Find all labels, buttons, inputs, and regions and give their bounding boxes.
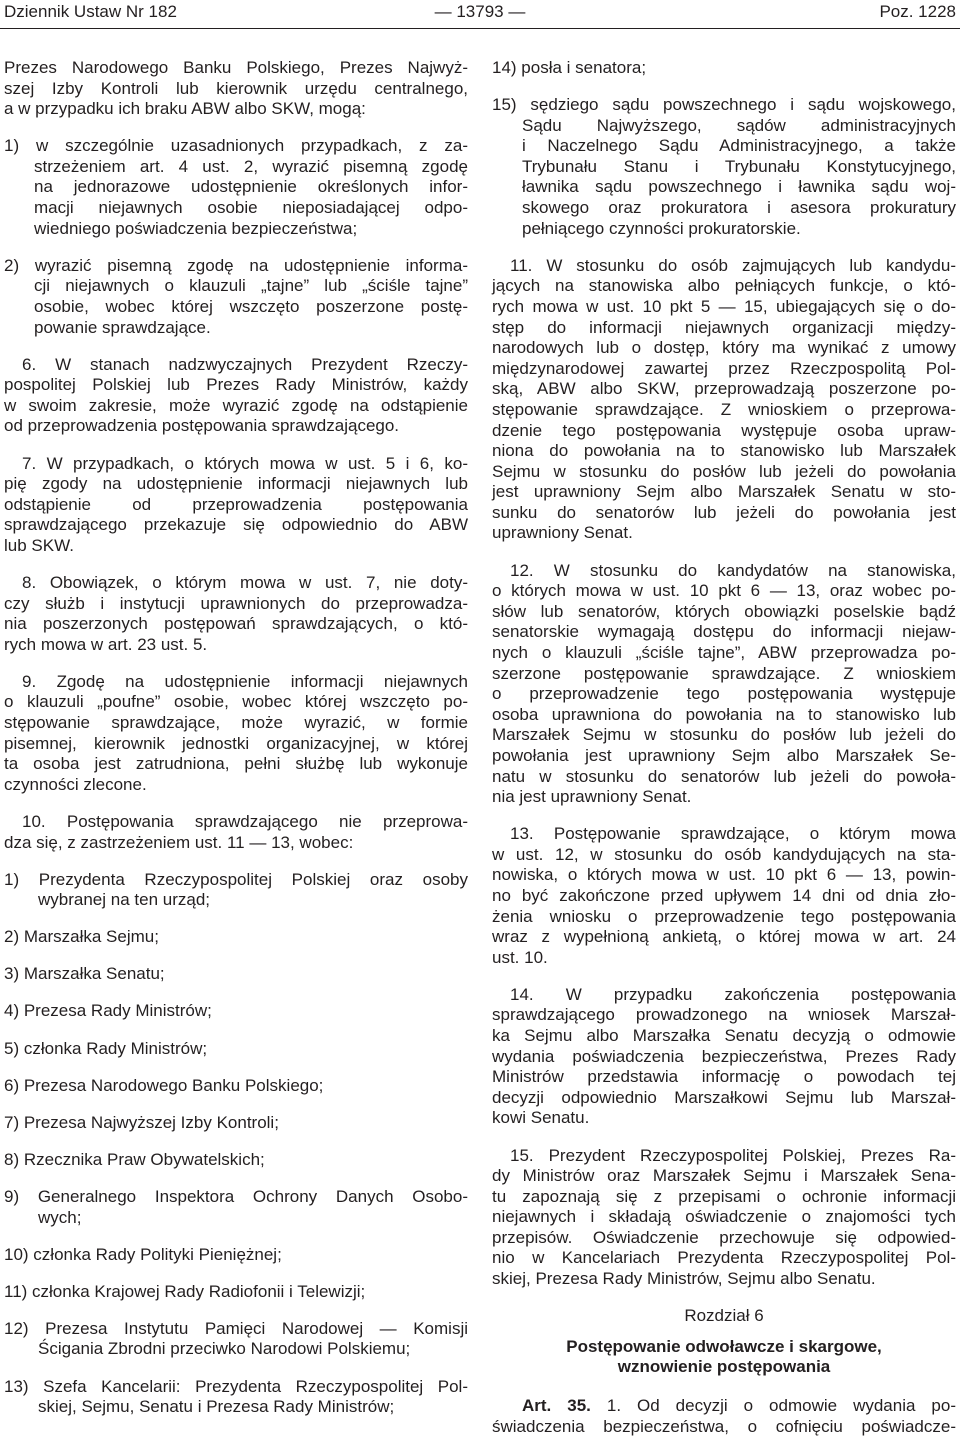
position-number: Poz. 1228 xyxy=(879,2,956,21)
text-line: 7. W przypadkach, o których mowa w ust. 5 i 6, ko- xyxy=(22,453,468,473)
text-line: w ust. 12, w stosunku do osób kandydujących na sta- xyxy=(492,844,956,864)
text-line: 3) Marszałka Senatu; xyxy=(4,964,165,984)
text-line: międzynarodowej zawartej przez Rzeczpospolitą Pol- xyxy=(492,358,956,378)
text-line: pisemnej, kierownik jednostki organizacyjnej, w której xyxy=(4,733,468,753)
text-line: 1) Prezydenta Rzeczypospolitej Polskiej oraz osoby xyxy=(4,869,468,889)
text-line: Rozdział 6 xyxy=(684,1306,764,1326)
list-item xyxy=(492,58,956,79)
page-header xyxy=(4,0,956,24)
text-line: uprawniony Senat. xyxy=(492,523,633,543)
text-line: 12) Prezesa Instytutu Pamięci Narodowej — Komisji xyxy=(4,1318,468,1338)
text-line: 10. Postępowania sprawdzającego nie przeprowa- xyxy=(22,811,468,831)
text-line: wybranej na ten urząd; xyxy=(38,890,210,910)
text-line: ta osoba jest zatrudniona, pełni służbę lub wykonuje xyxy=(4,754,468,774)
text-line: 4) Prezesa Rady Ministrów; xyxy=(4,1001,212,1021)
journal-title: Dziennik Ustaw Nr 182 xyxy=(4,2,177,21)
text-line: stępowanie sprawdzające, może wyrazić, w formie xyxy=(4,713,468,733)
article-text: 1. Od decyzji o odmowie wydania po- xyxy=(590,1395,956,1415)
text-line: żenia wniosku o przeprowadzenie tego postępowania xyxy=(492,906,956,926)
text-line: 2) wyrazić pisemną zgodę na udostępnienie informa- xyxy=(4,255,468,275)
paragraph xyxy=(4,355,468,437)
text-line: lub SKW. xyxy=(4,535,74,555)
text-line: Ministrów przedstawia informację o powodach tej xyxy=(492,1067,956,1087)
text-line: ską, ABW albo SKW, przeprowadzają poszerzone po- xyxy=(492,379,956,399)
text-line: 5) członka Rady Ministrów; xyxy=(4,1038,208,1058)
text-line: narodowych lub o dostęp, który ma wynikać z umowy xyxy=(492,338,956,358)
paragraph xyxy=(4,454,468,557)
paragraph xyxy=(492,256,956,544)
text-line: 11. W stosunku do osób zajmujących lub kandydu- xyxy=(510,255,956,275)
text-line: 11) członka Krajowej Rady Radiofonii i Telewizji; xyxy=(4,1281,366,1301)
enumeration-item xyxy=(4,1377,468,1418)
text-line: strzeżeniem art. 4 ust. 2, wyrazić pisemną zgodę xyxy=(34,156,468,176)
text-line: o klauzuli „poufne” osobie, wobec której wszczęto po- xyxy=(4,692,468,712)
paragraph xyxy=(4,812,468,853)
text-line: senatorskie wymagają dostępu do informacji niejaw- xyxy=(492,622,956,642)
text-line: nia jest uprawniony Senat. xyxy=(492,787,692,807)
text-line: ust. 10. xyxy=(492,947,548,967)
text-line: Sejmu w stosunku do posłów lub jeżeli do powołania xyxy=(492,461,956,481)
text-line: szej Izby Kontroli lub kierownik urzędu centralnego, xyxy=(4,78,468,98)
text-line: macji niejawnych osobie nieposiadającej odpo- xyxy=(34,198,468,218)
text-line: nia poszerzonych postępowań sprawdzających, o któ- xyxy=(4,614,468,634)
text-line: w swoim zakresie, może wyrazić zgodę na odstąpienie xyxy=(4,395,468,415)
text-line: o których mowa w ust. 10 pkt 6 — 13, oraz wobec po- xyxy=(492,581,956,601)
text-line: przepisów. Oświadczenie przechowuje się odpowied- xyxy=(492,1227,956,1247)
list-item xyxy=(492,95,956,239)
text-line: 9. Zgodę na udostępnienie informacji niejawnych xyxy=(22,671,468,691)
article-paragraph xyxy=(492,1396,956,1437)
text-line: 14) posła i senatora; xyxy=(492,58,647,77)
text-line: słów lub senatorów, których obowiązki poselskie bądź xyxy=(492,601,956,621)
text-line: na jednorazowe udostępnienie określonych infor- xyxy=(34,177,468,197)
enumeration-item xyxy=(4,1001,468,1022)
text-line: kowi Senatu. xyxy=(492,1108,590,1128)
text-line: 14. W przypadku zakończenia postępowania xyxy=(510,984,956,1004)
right-column xyxy=(492,58,956,1447)
header-rule xyxy=(0,28,960,29)
enumeration-item xyxy=(4,1150,468,1171)
text-line: dzenie tego postępowania występuje osoba upraw- xyxy=(492,420,956,440)
text-line: nowiska, o których mowa w ust. 10 pkt 6 — 13, powin- xyxy=(492,865,956,885)
text-line: 6) Prezesa Narodowego Banku Polskiego; xyxy=(4,1075,324,1095)
text-line: osoba uprawniona do powołania na to stanowisko lub xyxy=(492,704,956,724)
text-line: dy Ministrów oraz Marszałek Sejmu i Marszałek Sena- xyxy=(492,1166,956,1186)
text-line: sprawdzającego prowadzonego na wniosek Marszał- xyxy=(492,1005,956,1025)
paragraph xyxy=(492,561,956,808)
text-line: sprawdzającego przekazuje się odpowiednio do ABW xyxy=(4,515,468,535)
intro-paragraph xyxy=(4,58,468,120)
paragraph xyxy=(4,672,468,796)
paragraph xyxy=(492,1146,956,1290)
list-item xyxy=(4,256,468,338)
text-line: pełniącego czynności prokuratorskie. xyxy=(522,218,801,238)
enumeration-item xyxy=(4,870,468,911)
text-line: 13. Postępowanie sprawdzające, o którym mowa xyxy=(510,824,956,844)
text-line: Postępowanie odwoławcze i skargowe, xyxy=(566,1336,882,1356)
text-line: powołania jest uprawniony Sejm albo Marszałek Se- xyxy=(492,745,956,765)
page-number: — 13793 — xyxy=(434,2,526,21)
text-line: wydania poświadczenia bezpieczeństwa, Prezes Rady xyxy=(492,1046,956,1066)
enumeration-item xyxy=(4,927,468,948)
text-line: Sądu Najwyższego, sądów administracyjnych xyxy=(522,115,956,135)
text-line: nio w Kancelariach Prezydenta Rzeczypospolitej Pol- xyxy=(492,1248,956,1268)
text-line: od przeprowadzenia postępowania sprawdzającego. xyxy=(4,416,400,436)
article-number: Art. 35. xyxy=(522,1395,591,1415)
text-line: decyzji odpowiednio Marszałkowi Sejmu lub Marszał- xyxy=(492,1087,956,1107)
text-line: wznowienie postępowania xyxy=(617,1357,831,1377)
text-line xyxy=(492,1396,956,1417)
text-line: wych; xyxy=(38,1207,82,1227)
text-line: 15) sędziego sądu powszechnego i sądu wojskowego, xyxy=(492,95,956,115)
text-line: o przeprowadzenie tego postępowania występuje xyxy=(492,684,956,704)
text-line: osobie, wobec której wszczęto poszerzone postę- xyxy=(34,296,468,316)
list-item xyxy=(4,136,468,239)
chapter-label xyxy=(492,1306,956,1327)
text-line: skowego oraz prokuratora i asesora prokuratury xyxy=(522,198,956,218)
enumeration-item xyxy=(4,964,468,985)
text-line: 8) Rzecznika Praw Obywatelskich; xyxy=(4,1149,265,1169)
paragraph xyxy=(492,985,956,1129)
text-line: 12. W stosunku do kandydatów na stanowiska, xyxy=(510,560,956,580)
text-line: pię zgody na udostępnienie informacji niejawnych lub xyxy=(4,474,468,494)
text-line: sunku do senatorów lub jeżeli do powołania jest xyxy=(492,502,956,522)
text-line: ławnika sądu powszechnego i ławnika sądu woj- xyxy=(522,177,956,197)
text-line: czynności zlecone. xyxy=(4,774,147,794)
paragraph xyxy=(492,824,956,968)
text-line: Prezes Narodowego Banku Polskiego, Prezes Najwyż- xyxy=(4,58,468,77)
text-line: 2) Marszałka Sejmu; xyxy=(4,927,159,947)
text-line: czy służb i instytucji uprawnionych do przeprowadza- xyxy=(4,593,468,613)
text-line: jących na stanowiska albo pełniących funkcje, o któ- xyxy=(492,276,956,296)
text-line: 8. Obowiązek, o którym mowa w ust. 7, nie doty- xyxy=(22,572,468,592)
text-line: 1) w szczególnie uzasadnionych przypadkach, z za- xyxy=(4,136,468,156)
text-line: Ścigania Zbrodni przeciwko Narodowi Polskiemu; xyxy=(38,1339,411,1359)
text-line: pospolitej Polskiej lub Prezes Rady Ministrów, każdy xyxy=(4,375,468,395)
text-line: rych mowa w art. 23 ust. 5. xyxy=(4,634,208,654)
text-line: niona do powołania na to stanowisko lub Marszałek xyxy=(492,441,956,461)
enumeration-item xyxy=(4,1282,468,1303)
text-line: szerzone postępowanie sprawdzające. Z wnioskiem xyxy=(492,663,956,683)
text-line: no być zakończone przed upływem 14 dni od dnia zło- xyxy=(492,885,956,905)
text-line: 9) Generalnego Inspektora Ochrony Danych Osobo- xyxy=(4,1186,468,1206)
text-line: nych o klauzuli „ściśle tajne”, ABW przeprowadza po- xyxy=(492,642,956,662)
text-line: stępowanie sprawdzające. Z wnioskiem o przeprowa- xyxy=(492,399,956,419)
enumeration-item xyxy=(4,1319,468,1360)
text-line: stęp do informacji niejawnych organizacji między- xyxy=(492,317,956,337)
left-column xyxy=(4,58,468,1434)
text-line: 13) Szefa Kancelarii: Prezydenta Rzeczypospolitej Pol- xyxy=(4,1376,468,1396)
text-line: Marszałek Sejmu w stosunku do posłów lub jeżeli do xyxy=(492,725,956,745)
text-line: powanie sprawdzające. xyxy=(34,317,211,337)
text-line: odstąpienie od przeprowadzenia postępowania xyxy=(4,494,468,514)
text-line: 6. W stanach nadzwyczajnych Prezydent Rzeczy- xyxy=(22,354,468,374)
text-line: niejawnych i składają oświadczenie o znajomości tych xyxy=(492,1207,956,1227)
enumeration-item xyxy=(4,1039,468,1060)
text-line: jest uprawniony Sejm albo Marszałek Senatu w sto- xyxy=(492,482,956,502)
text-line: skiej, Sejmu, Senatu i Prezesa Rady Ministrów; xyxy=(38,1397,395,1417)
text-line: a w przypadku ich braku ABW albo SKW, mogą: xyxy=(4,99,366,119)
text-line: rych mowa w ust. 10 pkt 5 — 15, ubiegających się o do- xyxy=(492,296,956,316)
text-line: Trybunału Stanu i Trybunału Konstytucyjnego, xyxy=(522,156,956,176)
text-line: 10) członka Rady Polityki Pieniężnej; xyxy=(4,1244,282,1264)
enumeration-item xyxy=(4,1187,468,1228)
chapter-title xyxy=(492,1337,956,1378)
text-line: cji niejawnych o klauzuli „tajne” lub „ściśle tajne” xyxy=(34,276,468,296)
enumeration-item xyxy=(4,1113,468,1134)
text-line: wiedniego poświadczenia bezpieczeństwa; xyxy=(34,218,358,238)
text-line: 7) Prezesa Najwyższej Izby Kontroli; xyxy=(4,1112,279,1132)
text-line: wraz z wypełnioną ankietą, o której mowa w art. 24 xyxy=(492,927,956,947)
text-line: skiej, Prezesa Rady Ministrów, Sejmu albo Senatu. xyxy=(492,1269,876,1289)
text-line: tu zapoznają się z przepisami o ochronie informacji xyxy=(492,1186,956,1206)
paragraph xyxy=(4,573,468,655)
text-line: natu w stosunku do senatorów lub jeżeli do powoła- xyxy=(492,766,956,786)
text-line: świadczenia bezpieczeństwa, o cofnięciu poświadcze- xyxy=(492,1416,956,1436)
text-line: dza się, z zastrzeżeniem ust. 11 — 13, wobec: xyxy=(4,832,354,852)
text-line: 15. Prezydent Rzeczypospolitej Polskiej, Prezes Ra- xyxy=(510,1145,956,1165)
text-line: i Naczelnego Sądu Administracyjnego, a także xyxy=(522,136,956,156)
text-line: ka Sejmu albo Marszałka Senatu decyzją o odmowie xyxy=(492,1026,956,1046)
enumeration-item xyxy=(4,1076,468,1097)
enumeration-item xyxy=(4,1245,468,1266)
